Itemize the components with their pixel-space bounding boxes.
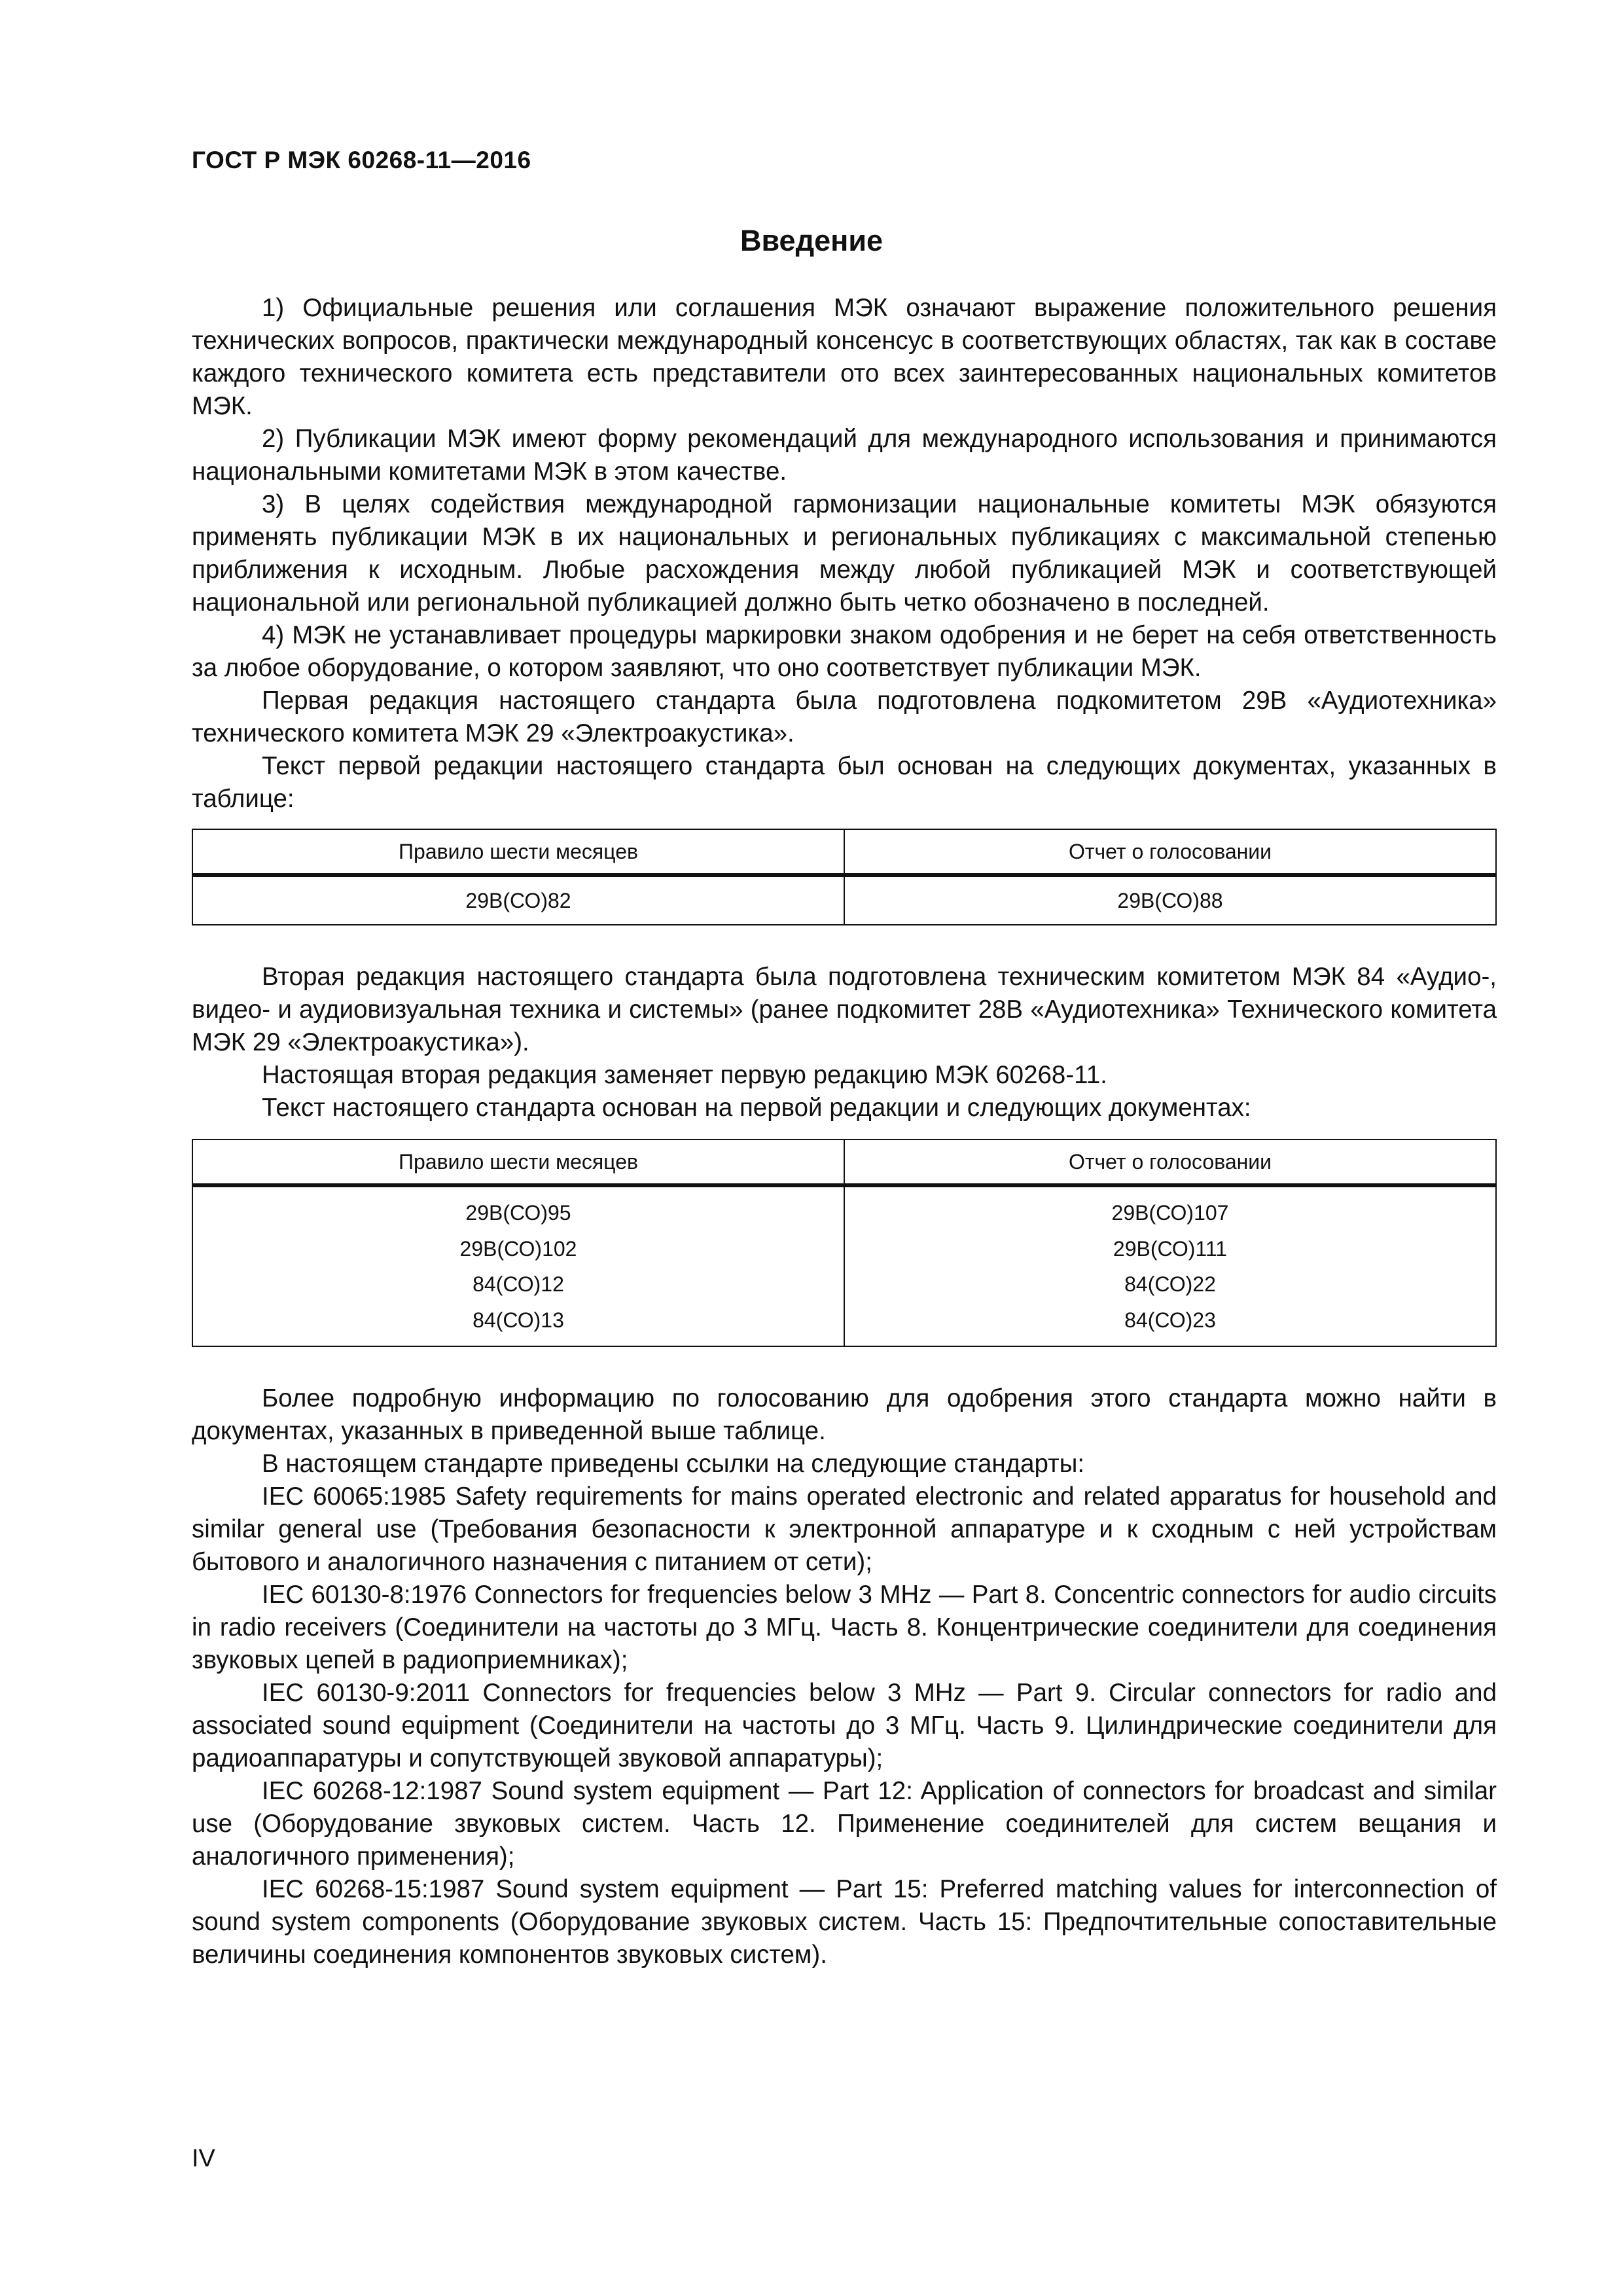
table-header-row <box>192 829 1496 875</box>
section-title: Введение <box>740 224 883 257</box>
reference-item: IEC 60268-12:1987 Sound system equipment — Part 12: Application of connectors for broadcast and similar use (Оборудование звуковых систем. Часть 12. Применение соединителей для систем вещания и аналогичного применения); <box>192 1777 1497 1871</box>
page-number: IV <box>192 2145 215 2172</box>
document-code: 29В(СО)107 <box>1111 1201 1229 1225</box>
table-header-cell: Правило шести месяцев <box>192 1139 844 1185</box>
table-header-cell: Отчет о голосовании <box>844 829 1496 875</box>
table-row <box>192 875 1496 925</box>
reference-item: IEC 60130-8:1976 Connectors for frequencies below 3 MHz — Part 8. Concentric connectors for audio circuits in radio receivers (Соединители на частоты до 3 МГц. Часть 8. Концентрические соединители для соединения звуковых цепей в радиоприемниках); <box>192 1581 1497 1674</box>
paragraph: 2) Публикации МЭК имеют форму рекомендаций для международного использования и принимаются национальными комитетами МЭК в этом качестве. <box>192 425 1497 486</box>
paragraph: Более подробную информацию по голосованию для одобрения этого стандарта можно найти в документах, указанных в приведенной выше таблице. <box>192 1384 1497 1445</box>
reference-item: IEC 60268-15:1987 Sound system equipment — Part 15: Preferred matching values for interconnection of sound system components (Оборудование звуковых систем. Часть 15: Предпочтительные сопоставительные величины соединения компонентов звуковых систем). <box>192 1875 1497 1969</box>
document-code: 84(СО)22 <box>1124 1272 1216 1296</box>
document-code: 29В(СО)95 <box>465 1201 571 1225</box>
paragraph: Текст настоящего стандарта основан на первой редакции и следующих документах: <box>262 1094 1251 1122</box>
table-header-cell: Правило шести месяцев <box>192 829 844 875</box>
paragraph: 1) Официальные решения или соглашения МЭК означают выражение положительного решения технических вопросов, практически международный консенсус в соответствующих областях, так как в составе каждого технического комитета есть представители ото всех заинтересованных национальных комитетов МЭК. <box>192 294 1497 420</box>
document-code: 29В(СО)102 <box>459 1236 577 1261</box>
paragraph: Первая редакция настоящего стандарта была подготовлена подкомитетом 29В «Аудиотехника» технического комитета МЭК 29 «Электроакустика». <box>192 687 1497 747</box>
paragraph: Вторая редакция настоящего стандарта была подготовлена техническим комитетом МЭК 84 «Аудио-, видео- и аудиовизуальная техника и системы» (ранее подкомитет 28В «Аудиотехника» Технического комитета МЭК 29 «Электроакустика»). <box>192 963 1497 1056</box>
table-row <box>192 1185 1496 1346</box>
documents-table-second-edition <box>192 1139 1497 1347</box>
table-header-row <box>192 1139 1496 1185</box>
document-code: 84(СО)23 <box>1124 1308 1216 1332</box>
documents-table-first-edition <box>192 829 1497 925</box>
body-text <box>192 292 1497 1971</box>
paragraph: В настоящем стандарте приведены ссылки на следующие стандарты: <box>262 1450 1085 1478</box>
standard-designation: ГОСТ Р МЭК 60268-11—2016 <box>192 147 531 173</box>
table-cell-voting-report <box>844 1185 1496 1346</box>
paragraph: Настоящая вторая редакция заменяет первую редакцию МЭК 60268-11. <box>262 1061 1107 1089</box>
paragraph: 3) В целях содействия международной гармонизации национальные комитеты МЭК обязуются применять публикации МЭК в их национальных и региональных публикациях с максимальной степенью приближения к исходным. Любые расхождения между любой публикацией МЭК и соответствующей национальной или региональной публикацией должно быть четко обозначено в последней. <box>192 490 1497 617</box>
reference-item: IEC 60065:1985 Safety requirements for mains operated electronic and related apparatus for household and similar general use (Требования безопасности к электронной аппаратуре и к сходным с ней устройствам бытового и аналогичного назначения с питанием от сети); <box>192 1482 1497 1576</box>
table-cell: 29В(СО)82 <box>192 875 844 925</box>
document-code: 29В(СО)111 <box>1113 1236 1228 1261</box>
document-code: 84(СО)13 <box>473 1308 564 1332</box>
reference-item: IEC 60130-9:2011 Connectors for frequencies below 3 MHz — Part 9. Circular connectors for radio and associated sound equipment (Соединители на частоты до 3 МГц. Часть 9. Цилиндрические соединители для радиоаппаратуры и сопутствующей звуковой аппаратуры); <box>192 1679 1497 1772</box>
paragraph: Текст первой редакции настоящего стандарта был основан на следующих документах, указанных в таблице: <box>192 752 1497 813</box>
table-cell: 29В(СО)88 <box>844 875 1496 925</box>
document-code: 84(СО)12 <box>473 1272 564 1296</box>
table-cell-six-month-rule <box>192 1185 844 1346</box>
paragraph: 4) МЭК не устанавливает процедуры маркировки знаком одобрения и не берет на себя ответственность за любое оборудование, о котором заявляют, что оно соответствует публикации МЭК. <box>192 621 1497 682</box>
table-header-cell: Отчет о голосовании <box>844 1139 1496 1185</box>
